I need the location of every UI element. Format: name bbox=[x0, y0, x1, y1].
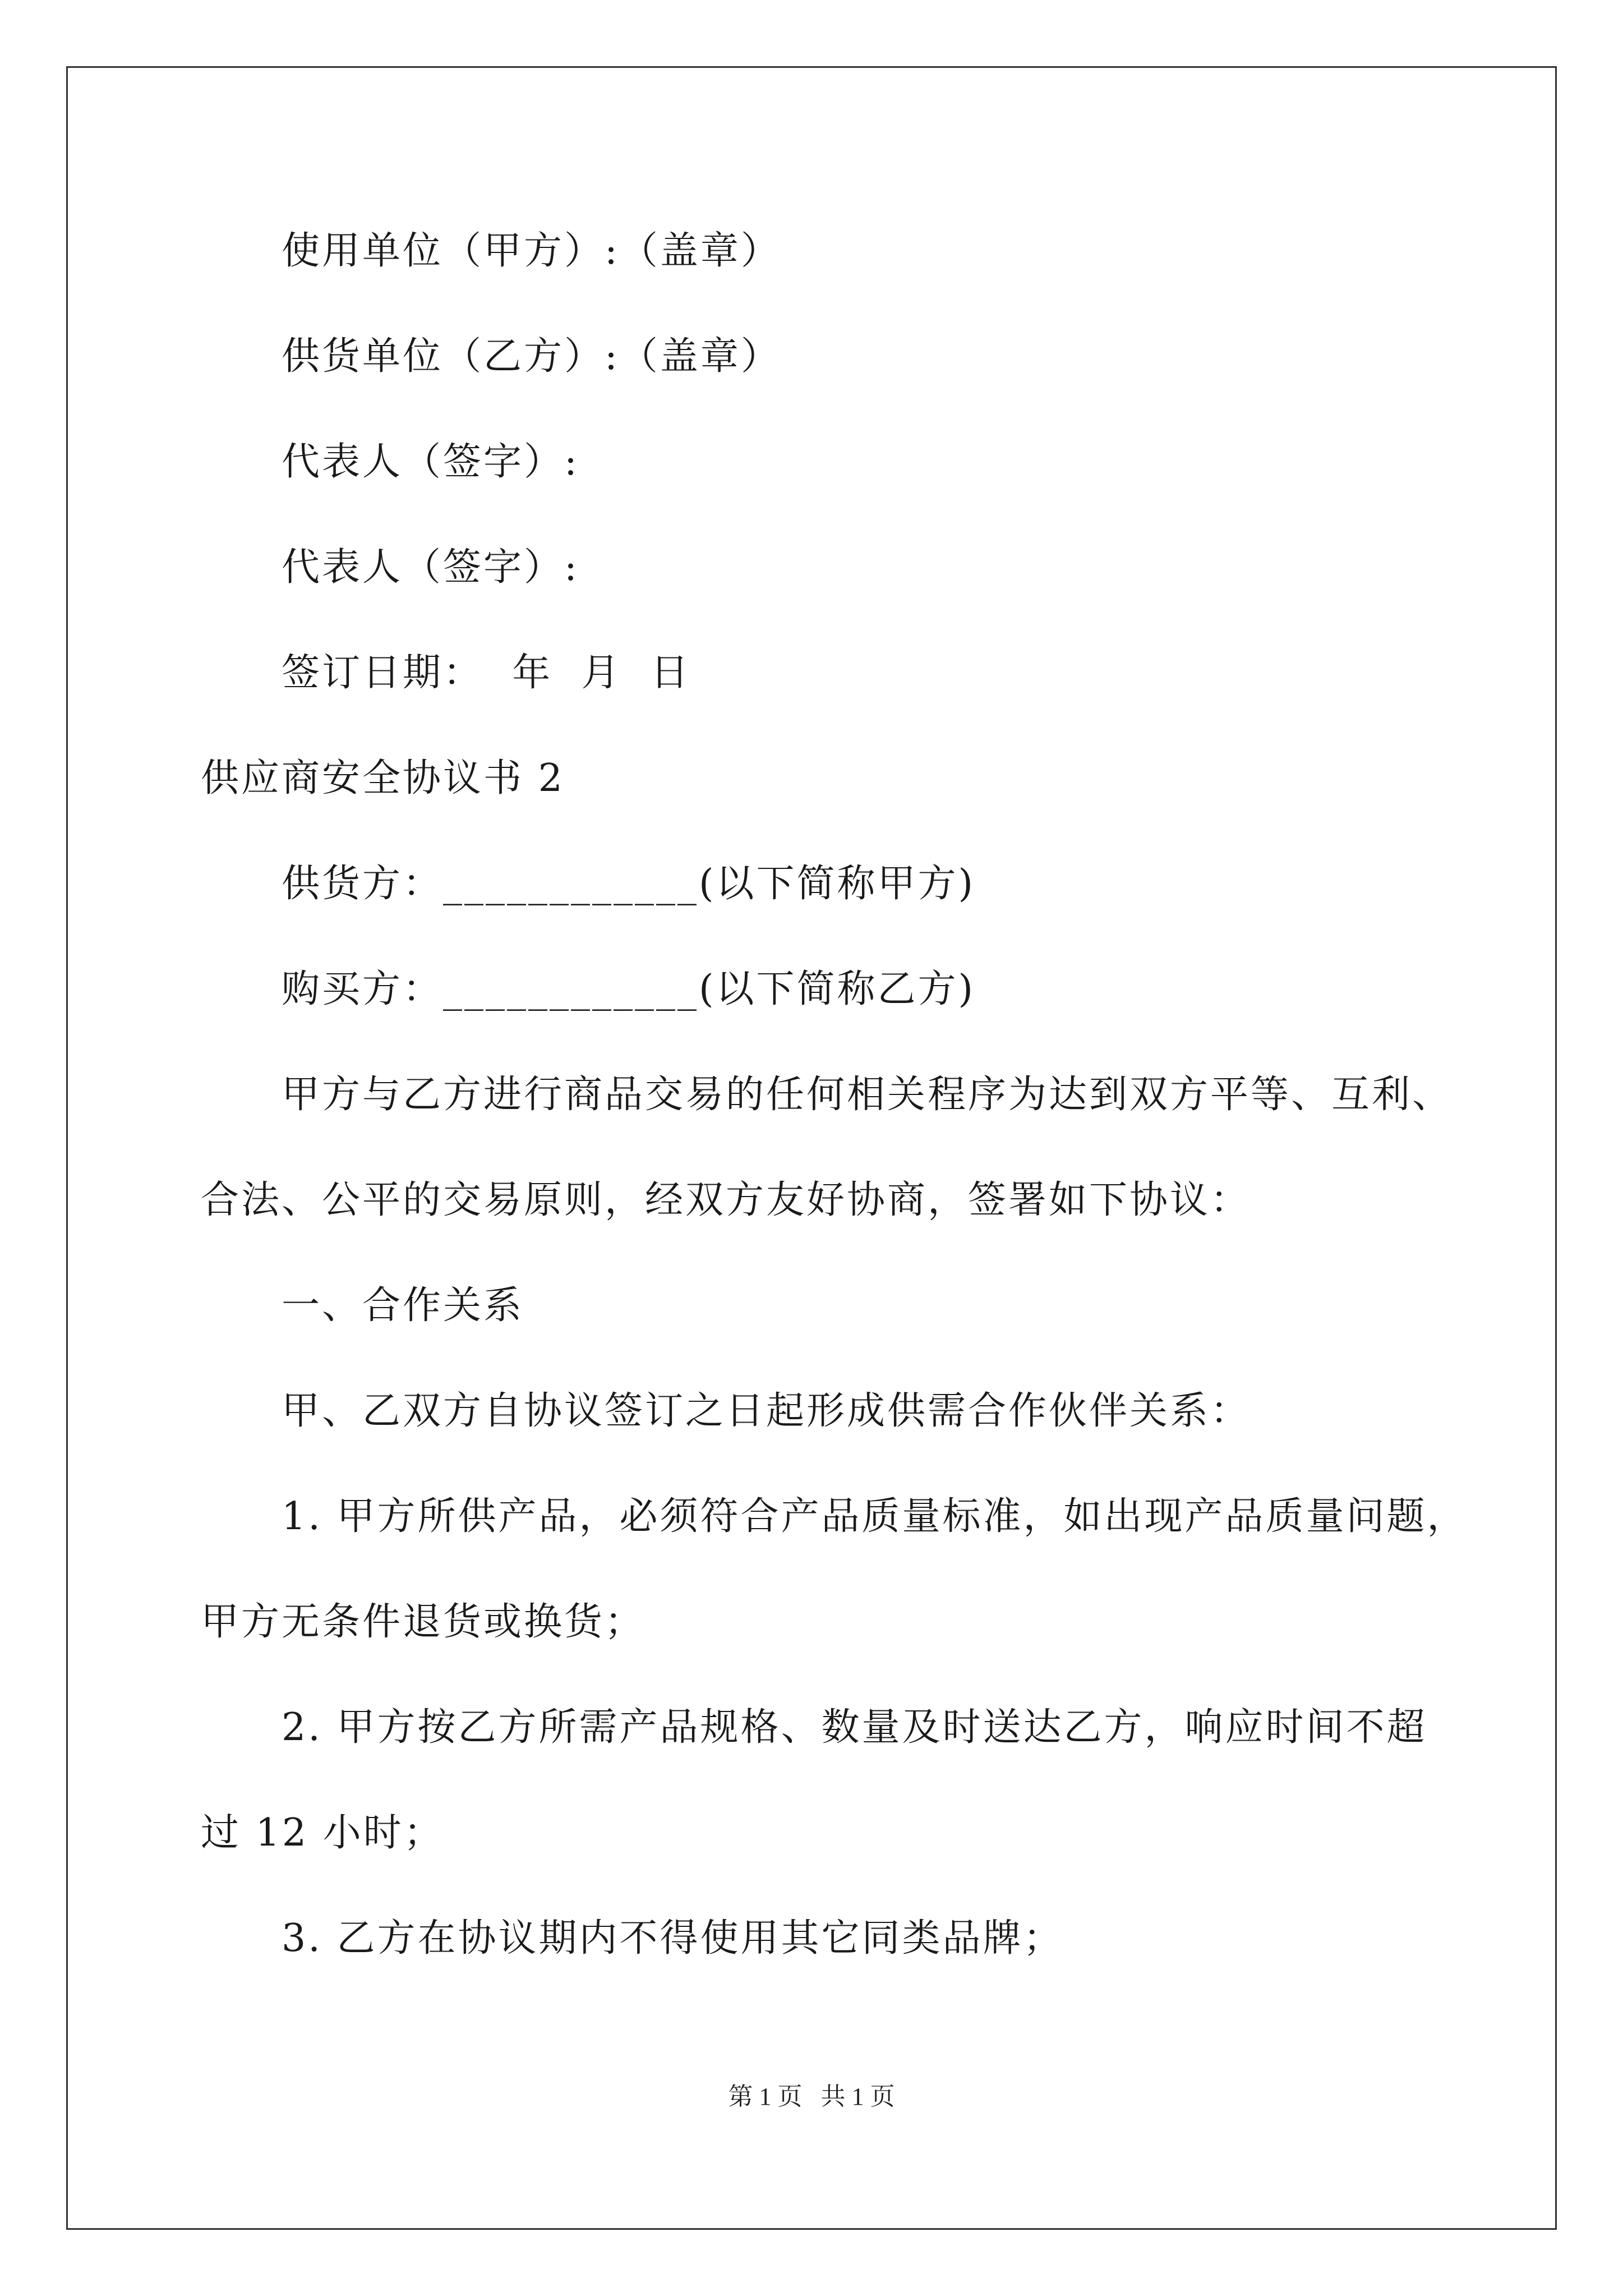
paragraph-cooperation: 甲、乙双方自协议签订之日起形成供需合作伙伴关系： bbox=[282, 1389, 1251, 1433]
signature-line-party-b-unit: 供货单位（乙方）:（盖章） bbox=[282, 334, 781, 379]
page-border bbox=[66, 66, 1557, 2230]
paragraph-intro-line-1: 甲方与乙方进行商品交易的任何相关程序为达到双方平等、互利、 bbox=[282, 1073, 1453, 1117]
paragraph-intro-line-2: 合法、公平的交易原则，经双方友好协商，签署如下协议： bbox=[201, 1178, 1251, 1222]
clause-1-line-2: 甲方无条件退货或换货； bbox=[201, 1600, 645, 1644]
clause-1-line-1: 1. 甲方所供产品，必须符合产品质量标准，如出现产品质量问题， bbox=[282, 1494, 1468, 1539]
signature-line-party-a-unit: 使用单位（甲方）:（盖章） bbox=[282, 229, 781, 273]
buyer-line: 购买方：____________(以下简称乙方) bbox=[282, 967, 976, 1011]
heading-cooperation: 一、合作关系 bbox=[282, 1283, 524, 1328]
section-title: 供应商安全协议书 2 bbox=[201, 756, 565, 800]
supplier-line: 供货方：____________(以下简称甲方) bbox=[282, 862, 976, 906]
signing-date-line: 签订日期： 年 月 日 bbox=[282, 651, 691, 695]
clause-2-line-1: 2. 甲方按乙方所需产品规格、数量及时送达乙方，响应时间不超 bbox=[282, 1705, 1427, 1750]
clause-2-line-2: 过 12 小时； bbox=[201, 1811, 444, 1855]
signature-line-representative-b: 代表人（签字）: bbox=[282, 545, 579, 590]
signature-line-representative-a: 代表人（签字）: bbox=[282, 440, 579, 484]
clause-3-line-1: 3. 乙方在协议期内不得使用其它同类品牌； bbox=[282, 1916, 1064, 1961]
page-number-footer: 第 1 页 共 1 页 bbox=[728, 2083, 895, 2110]
